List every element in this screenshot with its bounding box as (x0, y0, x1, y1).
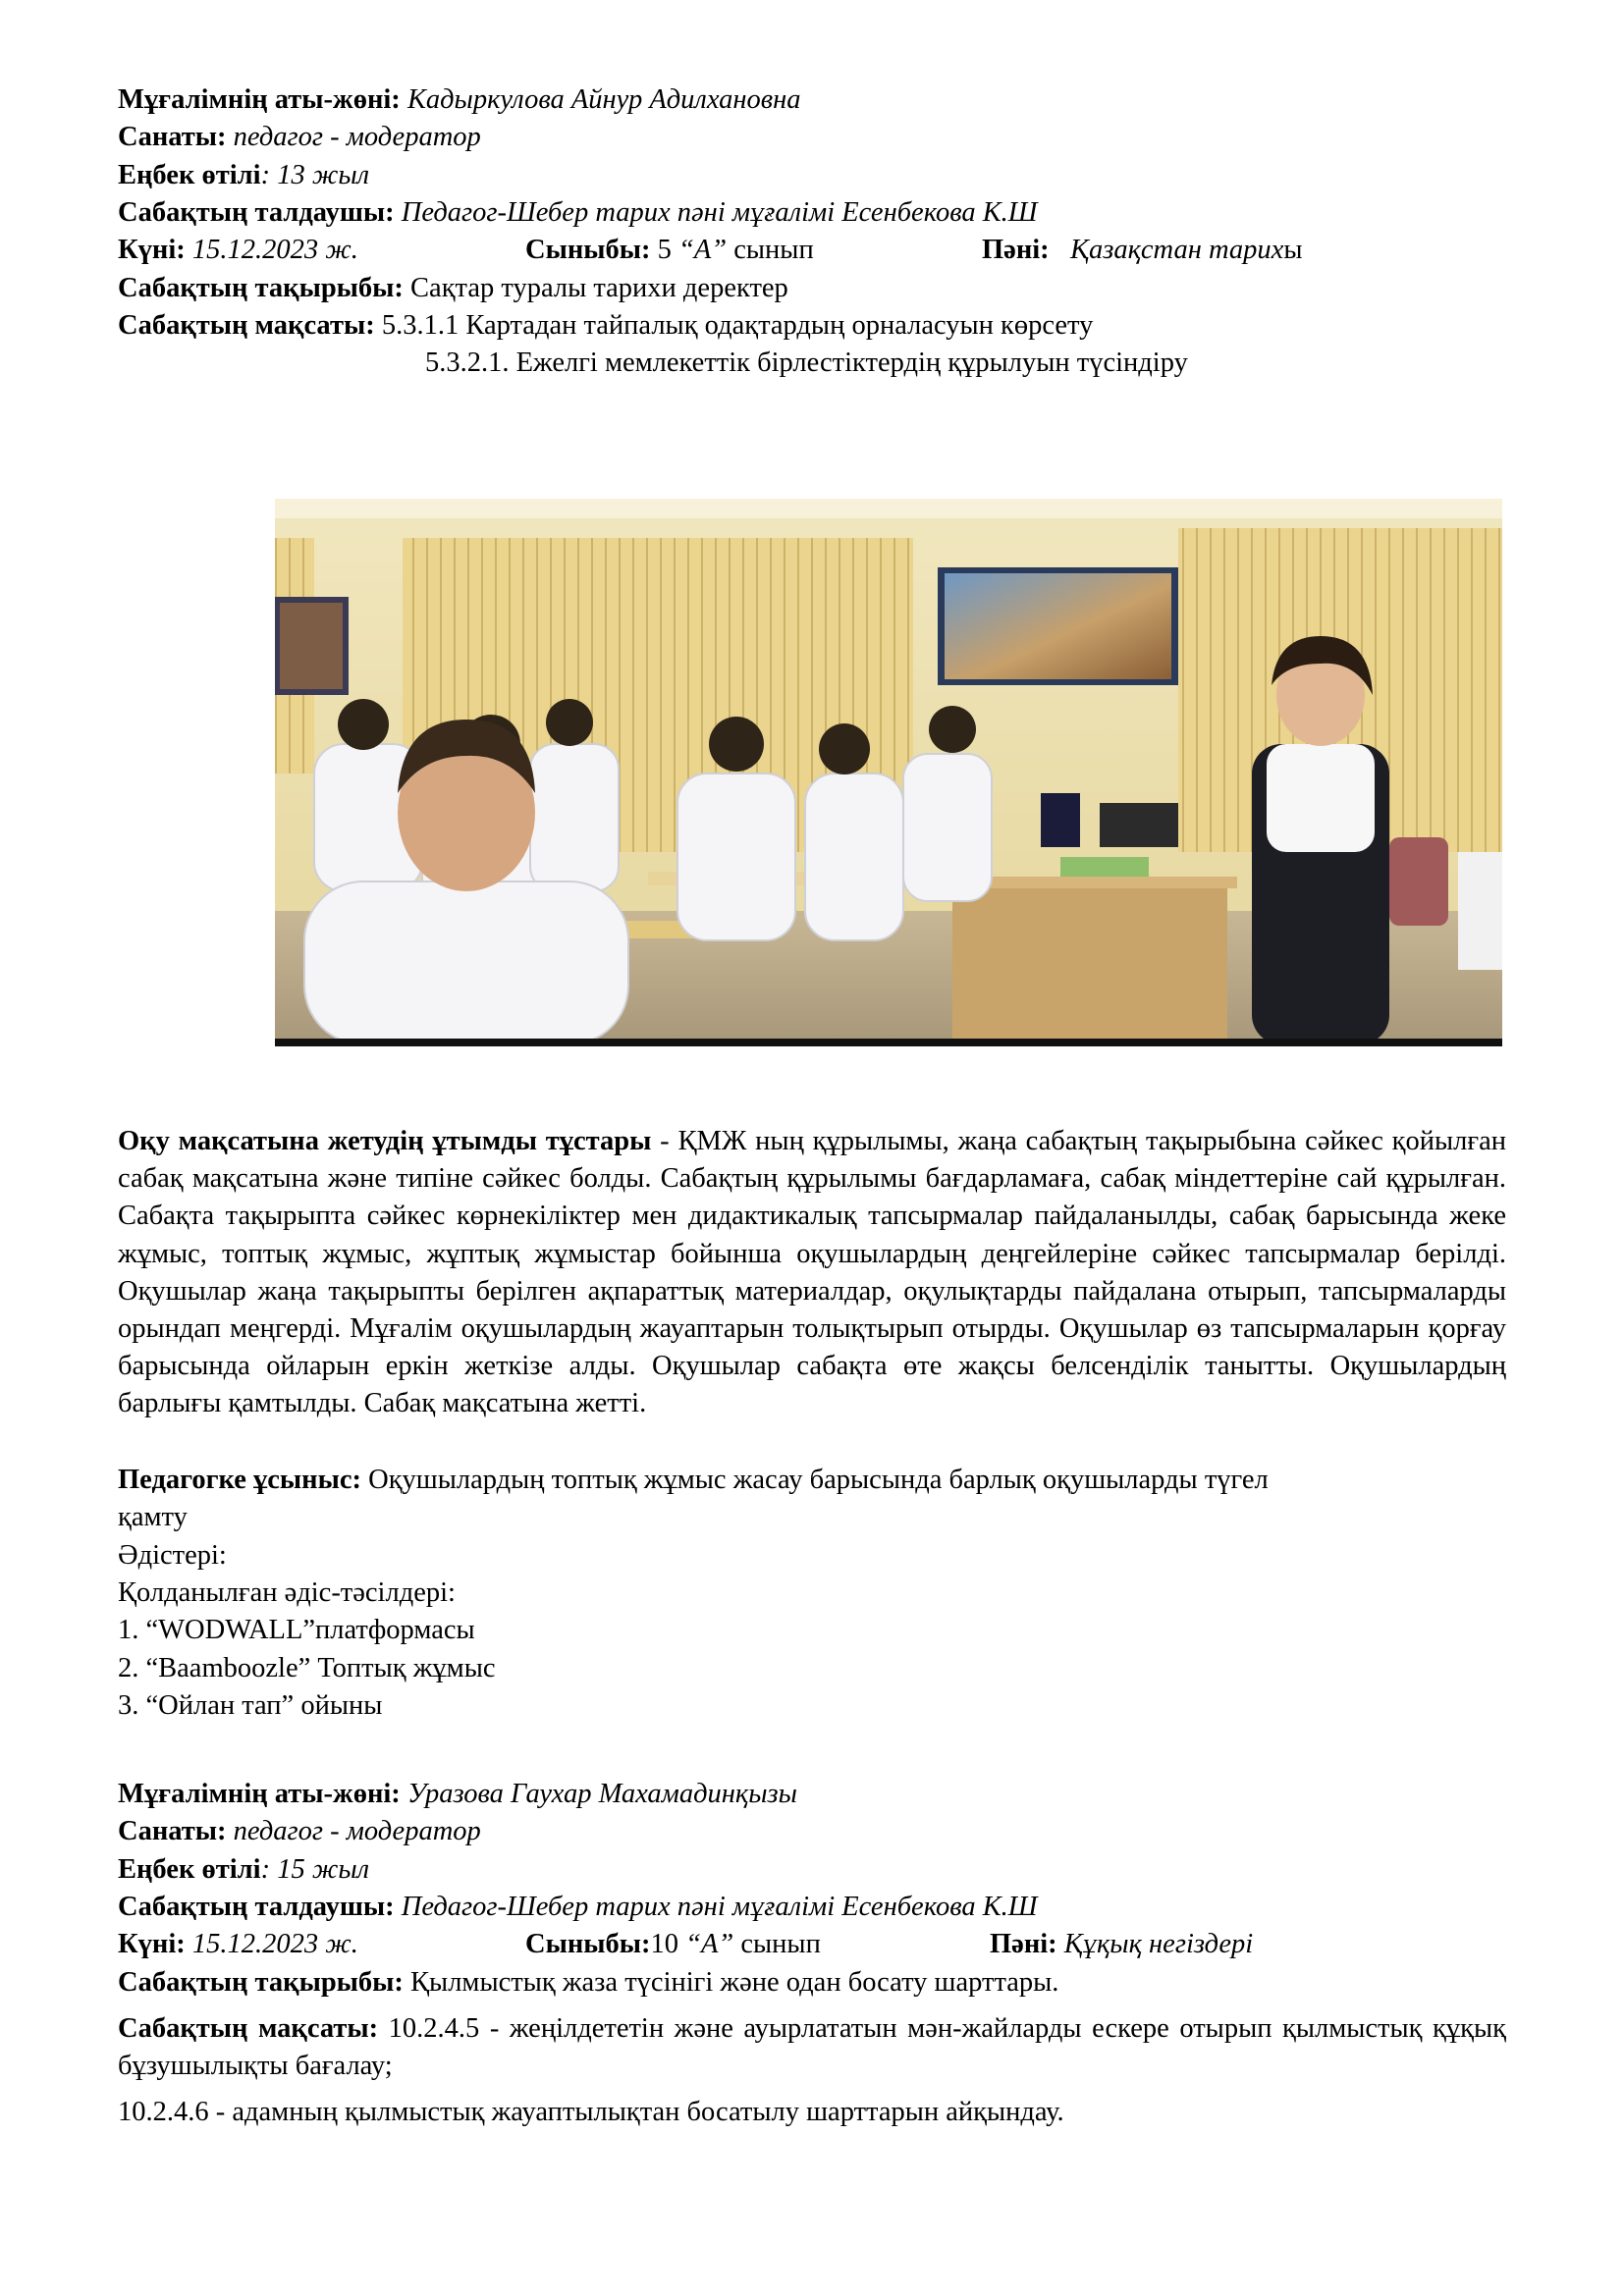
s1-category-value: педагог - модератор (233, 122, 481, 152)
strengths-text: - ҚМЖ ның құрылымы, жаңа сабақтың тақырыбына сәйкес қойылған сабақ мақсатына және типіне сәйкес болды. Сабақтың құрылымы бағдарламаға, сабақ міндеттеріне сай құрылған. Сабақта тақырыпта сәйкес көрнекіліктер мен дидактикалық тапсырмалар пайдаланылды, сабақ барысында жеке жұмыс, топтық жұмыс, жұптық жұмыстар бойынша оқушылардың деңгейлеріне сәйкес тапсырмалар берілді. Оқушылар жаңа тақырыпты берілген ақпараттық материалдар, оқулықтарды пайдалана отырып, тапсырмаларды орындап меңгерді. Мұғалім оқушылардың жауаптарын толықтырып отырды. Оқушылар өз тапсырмаларын қорғау барысында ойларын еркін жеткізе алды. Оқушылар сабақта өте жақсы белсенділік танытты. Оқушылардың барлығы қамтылды. Сабақ мақсатына жетті. (118, 1126, 1506, 1419)
used-methods-label: Қолданылған әдіс-тәсілдері: (118, 1577, 456, 1608)
s1-analyst-label: Сабақтың талдаушы: (118, 197, 395, 228)
s1-class-line (525, 232, 814, 269)
s1-topic-value: Сақтар туралы тарихи деректер (410, 273, 788, 303)
s1-experience-line (118, 157, 369, 194)
s2-subject-line (990, 1926, 1253, 1963)
s2-goal-paragraph (118, 2010, 1506, 2085)
s1-analyst-value: Педагог-Шебер тарих пәні мұғалімі Есенбекова К.Ш (401, 197, 1038, 228)
s1-subject-tail: ы (1283, 235, 1303, 265)
s1-topic-label: Сабақтың тақырыбы: (118, 273, 404, 303)
s2-analyst-line (118, 1889, 1038, 1926)
s2-class-line (525, 1926, 821, 1963)
s1-class-suffix: сынып (733, 235, 814, 265)
s2-topic-value: Қылмыстық жаза түсінігі және одан босату шарттары. (410, 1967, 1059, 1998)
s1-goal-line (118, 307, 1093, 345)
method-item-2: 2. “Baamboozle” Топтық жұмыс (118, 1653, 496, 1683)
s1-subject-line (982, 232, 1303, 269)
s2-category-value: педагог - модератор (233, 1816, 481, 1846)
recommend-label: Педагогке ұсыныс: (118, 1465, 361, 1495)
s2-goal-2: 10.2.4.6 - адамның қылмыстық жауаптылықтан босатылу шарттарын айқындау. (118, 2097, 1064, 2127)
s2-topic-label: Сабақтың тақырыбы: (118, 1967, 404, 1998)
s2-experience-label: Еңбек өтілі (118, 1854, 261, 1885)
s1-goal-1: 5.3.1.1 Картадан тайпалық одақтардың орналасуын көрсету (381, 310, 1094, 341)
s1-class-letter: “А” (678, 235, 728, 265)
s1-subject-label: Пәні: (982, 235, 1050, 265)
s2-goal-label: Сабақтың мақсаты: (118, 2013, 379, 2044)
s2-analyst-value: Педагог-Шебер тарих пәні мұғалімі Есенбекова К.Ш (401, 1892, 1038, 1922)
s2-date-value: 15.12.2023 ж. (191, 1929, 358, 1959)
s1-date-label: Күні: (118, 235, 186, 265)
recommend-text-1: Оқушылардың топтық жұмыс жасау барысында барлық оқушыларды түгел (360, 1465, 1269, 1495)
photo-frame-bottom (275, 1039, 1502, 1046)
s1-topic-line (118, 270, 788, 307)
s2-teacher-value: Уразова Гаухар Махамадинқызы (406, 1779, 797, 1809)
s1-teacher-line (118, 81, 801, 119)
s2-topic-line (118, 1964, 1058, 2002)
methods-label: Әдістері: (118, 1540, 227, 1571)
recommend-text-2: қамту (118, 1502, 188, 1532)
s1-teacher-value: Кадыркулова Айнур Адилхановна (406, 84, 801, 115)
classroom-photo-image (275, 499, 1502, 1044)
s2-category-label: Санаты: (118, 1816, 227, 1846)
s2-category-line (118, 1813, 481, 1850)
strengths-paragraph (118, 1123, 1506, 1423)
method-item-1: 1. “WODWALL”платформасы (118, 1615, 475, 1645)
s1-category-line (118, 119, 481, 156)
strengths-label: Оқу мақсатына жетудің ұтымды тұстары (118, 1126, 652, 1156)
s2-date-label: Күні: (118, 1929, 186, 1959)
s1-subject-value: Қазақстан тарих (1070, 235, 1284, 265)
method-item-3: 3. “Ойлан тап” ойыны (118, 1690, 383, 1721)
s1-date-value: 15.12.2023 ж. (191, 235, 358, 265)
s1-goal-label: Сабақтың мақсаты: (118, 310, 375, 341)
classroom-photo (275, 499, 1502, 1044)
s2-subject-label: Пәні: (990, 1929, 1057, 1959)
s2-date-line (118, 1926, 358, 1963)
s2-teacher-line (118, 1776, 797, 1813)
s2-subject-value: Құқық негіздері (1063, 1929, 1254, 1959)
s2-teacher-label: Мұғалімнің аты-жөні: (118, 1779, 401, 1809)
s1-experience-label: Еңбек өтілі (118, 160, 261, 190)
s2-class-label: Сыныбы: (525, 1929, 651, 1959)
s1-goal-2: 5.3.2.1. Ежелгі мемлекеттік бірлестіктердің құрылуын түсіндіру (425, 347, 1188, 378)
s2-class-suffix: сынып (740, 1929, 821, 1959)
s2-analyst-label: Сабақтың талдаушы: (118, 1892, 395, 1922)
s1-category-label: Санаты: (118, 122, 227, 152)
s2-experience-line (118, 1851, 369, 1889)
s1-teacher-label: Мұғалімнің аты-жөні: (118, 84, 401, 115)
s2-class-num: 10 (650, 1929, 678, 1959)
s2-class-letter: “А” (685, 1929, 734, 1959)
s1-class-num: 5 (657, 235, 672, 265)
recommend-line (118, 1462, 1269, 1499)
s1-experience-value: : 13 жыл (260, 160, 370, 190)
s1-date-line (118, 232, 358, 269)
s2-experience-value: : 15 жыл (260, 1854, 370, 1885)
s1-class-label: Сыныбы: (525, 235, 651, 265)
s2-goal-1: 10.2.4.5 - жеңілдететін және ауырлататын мән-жайларды ескере отырып қылмыстық құқық бұзушылықты бағалау; (118, 2013, 1506, 2082)
s1-analyst-line (118, 194, 1038, 232)
